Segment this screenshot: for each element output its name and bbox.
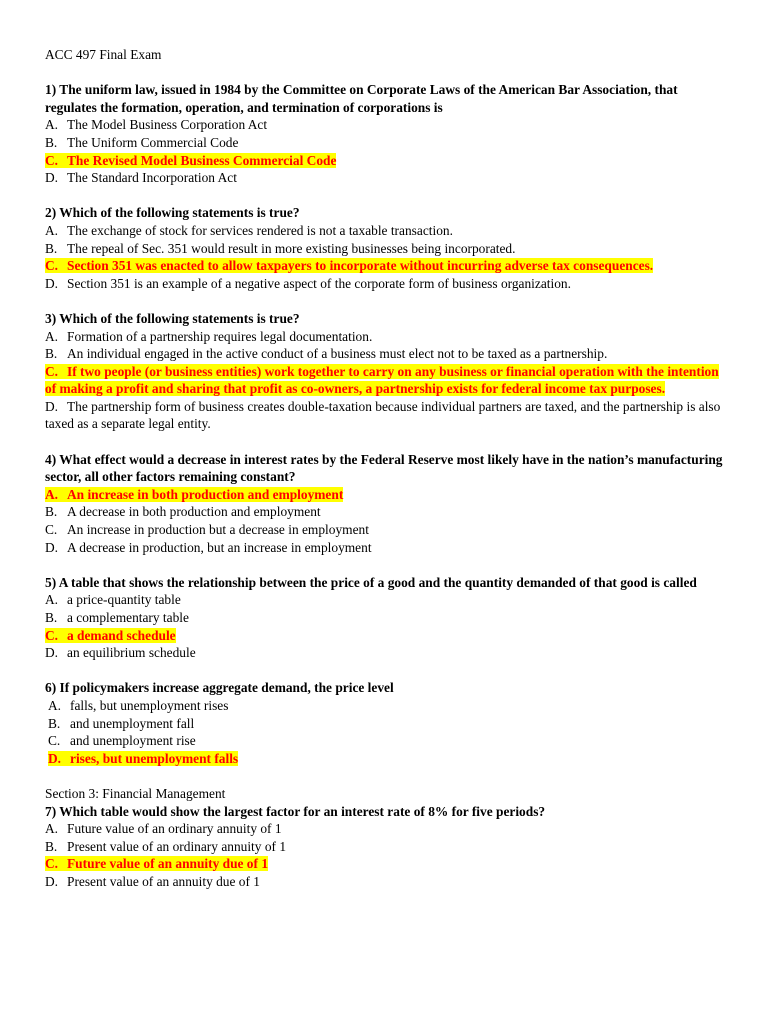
question-text: 7) Which table would show the largest factor for an interest rate of 8% for five periods? <box>45 803 546 819</box>
option-letter: D. <box>45 539 59 555</box>
exam-document <box>45 46 725 908</box>
section-heading: Section 3: Financial Management <box>45 785 226 801</box>
option-letter: A. <box>45 486 59 502</box>
answer-option <box>45 732 725 750</box>
option-letter: B. <box>45 240 58 256</box>
option-text: Formation of a partnership requires legal documentation. <box>67 328 373 344</box>
option-text: falls, but unemployment rises <box>70 697 229 713</box>
option-letter: A. <box>45 328 59 344</box>
option-letter: B. <box>45 838 58 854</box>
option-text: The Standard Incorporation Act <box>67 170 237 186</box>
option-text: a demand schedule <box>67 627 176 643</box>
answer-option <box>45 275 725 293</box>
answer-option <box>45 644 725 662</box>
option-letter: C. <box>45 152 59 168</box>
option-letter: A. <box>45 592 59 608</box>
answer-option <box>45 328 725 346</box>
answer-option <box>45 715 725 733</box>
answer-option-correct <box>45 486 725 504</box>
option-text: The exchange of stock for services rendered is not a taxable transaction. <box>67 222 453 238</box>
question-block <box>45 310 725 433</box>
option-letter: D. <box>48 750 62 766</box>
correct-answer-highlight <box>45 153 336 168</box>
question-text: 1) The uniform law, issued in 1984 by the Committee on Corporate Laws of the American Bar Association, that regulates the formation, operation, and termination of corporations is <box>45 82 678 115</box>
correct-answer-highlight <box>45 628 176 643</box>
correct-answer-highlight <box>45 487 343 502</box>
option-letter: D. <box>45 398 59 414</box>
option-letter: C. <box>48 733 61 749</box>
option-letter: C. <box>45 522 58 538</box>
option-text: an equilibrium schedule <box>67 645 196 661</box>
question-text: 4) What effect would a decrease in interest rates by the Federal Reserve most likely have in the nation’s manufacturing sector, all other factors remaining constant? <box>45 451 723 485</box>
option-text: Future value of an ordinary annuity of 1 <box>67 821 282 837</box>
option-letter: A. <box>45 117 59 133</box>
correct-answer-highlight <box>45 258 653 273</box>
option-text: Section 351 was enacted to allow taxpayers to incorporate without incurring adverse tax consequences. <box>67 258 654 274</box>
answer-option <box>45 169 725 187</box>
option-text: and unemployment fall <box>70 715 195 731</box>
option-text: A decrease in both production and employment <box>67 504 321 520</box>
correct-answer-highlight <box>45 364 719 397</box>
option-text: The Model Business Corporation Act <box>67 117 268 133</box>
answer-option <box>45 820 725 838</box>
answer-option-correct <box>45 627 725 645</box>
answer-option <box>45 116 725 134</box>
option-letter: C. <box>45 856 59 872</box>
option-letter: D. <box>45 275 59 291</box>
option-text: An individual engaged in the active conduct of a business must elect not to be taxed as a partnership. <box>67 346 608 362</box>
option-letter: B. <box>45 346 58 362</box>
option-text: Present value of an ordinary annuity of 1 <box>67 838 287 854</box>
option-letter: A. <box>45 821 59 837</box>
option-text: The Revised Model Business Commercial Code <box>67 152 337 168</box>
option-letter: D. <box>45 873 59 889</box>
option-letter: A. <box>45 222 59 238</box>
answer-option <box>45 838 725 856</box>
option-letter: B. <box>45 504 58 520</box>
question-text: 2) Which of the following statements is true? <box>45 205 300 221</box>
option-text: The Uniform Commercial Code <box>67 134 239 150</box>
option-text: If two people (or business entities) work together to carry on any business or financial operation with the intention of making a profit and sharing that profit as co-owners, a partnership exists for federal income tax purposes. <box>45 363 719 397</box>
question-block <box>45 679 725 767</box>
question-block <box>45 785 725 891</box>
answer-option <box>45 591 725 609</box>
option-text: An increase in production but a decrease in employment <box>67 522 369 538</box>
option-letter: C. <box>45 258 59 274</box>
answer-option <box>45 873 725 891</box>
exam-title: ACC 497 Final Exam <box>45 47 162 62</box>
answer-option <box>45 345 725 363</box>
option-text: An increase in both production and employment <box>67 486 344 502</box>
answer-option-correct <box>45 257 725 275</box>
option-text: and unemployment rise <box>70 733 196 749</box>
option-text: Future value of an annuity due of 1 <box>67 856 269 872</box>
correct-answer-highlight <box>45 856 268 871</box>
option-letter: D. <box>45 645 59 661</box>
option-letter: B. <box>45 610 58 625</box>
option-text: Section 351 is an example of a negative aspect of the corporate form of business organization. <box>67 275 571 291</box>
answer-option <box>45 539 725 557</box>
question-list <box>45 81 725 890</box>
correct-answer-highlight <box>48 751 238 766</box>
question-block <box>45 81 725 187</box>
answer-option-correct <box>45 855 725 873</box>
answer-option <box>45 398 725 433</box>
option-letter: C. <box>45 363 59 379</box>
option-letter: B. <box>48 715 61 731</box>
answer-option <box>45 521 725 539</box>
answer-option-correct <box>45 363 725 398</box>
question-block <box>45 204 725 292</box>
answer-option <box>45 503 725 521</box>
option-text: Present value of an annuity due of 1 <box>67 873 260 889</box>
answer-option-correct <box>45 152 725 170</box>
answer-option <box>45 240 725 258</box>
option-text: The partnership form of business creates double-taxation because individual partners are taxed, and the partnership is also taxed as a separate legal entity. <box>45 398 721 432</box>
answer-option-correct <box>45 750 725 768</box>
question-text: 3) Which of the following statements is true? <box>45 310 300 326</box>
option-letter: B. <box>45 134 58 150</box>
question-block <box>45 574 725 662</box>
option-letter: A. <box>48 697 62 713</box>
option-text: a price-quantity table <box>67 592 181 608</box>
question-block <box>45 451 725 557</box>
answer-option <box>45 134 725 152</box>
answer-option <box>45 697 725 715</box>
option-text: rises, but unemployment falls <box>70 750 239 766</box>
option-letter: C. <box>45 627 59 643</box>
answer-option <box>45 609 725 627</box>
option-text: The repeal of Sec. 351 would result in more existing businesses being incorporated. <box>67 240 516 256</box>
option-text: a complementary table <box>67 610 189 625</box>
answer-option <box>45 222 725 240</box>
option-letter: D. <box>45 170 59 186</box>
option-text: A decrease in production, but an increase in employment <box>67 539 372 555</box>
question-text: 5) A table that shows the relationship between the price of a good and the quantity demanded of that good is called <box>45 574 697 590</box>
question-text: 6) If policymakers increase aggregate demand, the price level <box>45 680 394 696</box>
